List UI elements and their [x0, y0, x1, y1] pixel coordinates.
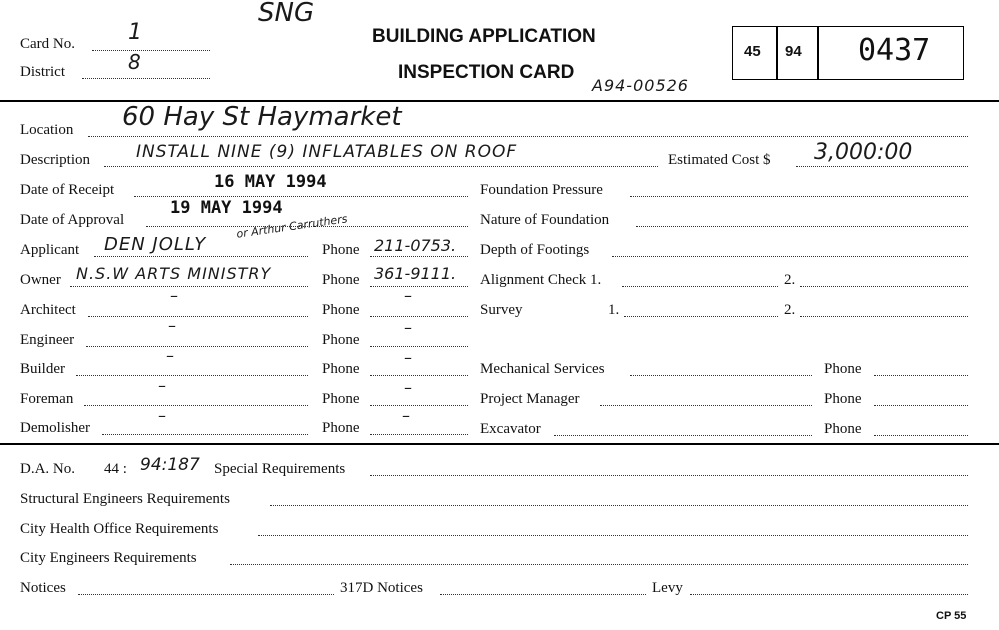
project-manager-phone-label: Phone — [824, 391, 862, 407]
applicant-phone-label: Phone — [322, 242, 360, 258]
foreman-value: – — [158, 376, 166, 395]
card-no-label: Card No. — [20, 36, 75, 52]
estimated-cost-value: 3,000:00 — [814, 140, 913, 165]
nature-foundation-label: Nature of Foundation — [480, 212, 610, 228]
date-approval-value: 19 MAY 1994 — [170, 198, 283, 218]
footer-divider — [0, 443, 999, 445]
description-value: INSTALL NINE (9) INFLATABLES ON ROOF — [136, 142, 518, 162]
owner-value: N.S.W ARTS MINISTRY — [76, 264, 272, 283]
demolisher-phone-label: Phone — [322, 420, 360, 436]
builder-value: – — [166, 346, 174, 365]
da-no-label: D.A. No. — [20, 461, 75, 477]
applicant-value: DEN JOLLY — [104, 234, 207, 255]
date-approval-label: Date of Approval — [20, 212, 125, 228]
architect-value: – — [170, 286, 178, 305]
foreman-phone-label: Phone — [322, 391, 360, 407]
engineer-phone-label: Phone — [322, 332, 360, 348]
excavator-phone-label: Phone — [824, 421, 862, 437]
health-requirements-label: City Health Office Requirements — [20, 521, 219, 537]
depth-footings-label: Depth of Footings — [480, 242, 590, 258]
alignment-2-label: 2. — [784, 272, 796, 288]
notices-label: Notices — [20, 580, 66, 596]
survey-1-label: 1. — [608, 302, 620, 318]
date-receipt-value: 16 MAY 1994 — [214, 172, 327, 192]
title-line-2: INSPECTION CARD — [398, 62, 575, 83]
survey-label: Survey — [480, 302, 523, 318]
special-requirements-label: Special Requirements — [214, 461, 346, 477]
excavator-label: Excavator — [480, 421, 541, 437]
applicant-note: or Arthur Carruthers — [235, 212, 349, 241]
da-prefix: 44 : — [104, 461, 127, 477]
owner-label: Owner — [20, 272, 61, 288]
demolisher-label: Demolisher — [20, 420, 90, 436]
demolisher-phone-value: – — [402, 406, 410, 425]
top-note: SNG — [258, 0, 315, 28]
owner-phone-value: 361-9111. — [374, 264, 457, 283]
builder-label: Builder — [20, 361, 65, 377]
levy-label: Levy — [652, 580, 683, 596]
owner-phone-label: Phone — [322, 272, 360, 288]
builder-phone-value: – — [404, 348, 412, 367]
box-cell-2: 94 — [785, 43, 802, 60]
project-manager-label: Project Manager — [480, 391, 580, 407]
description-label: Description — [20, 152, 90, 168]
foreman-label: Foreman — [20, 391, 74, 407]
box-cell-1: 45 — [744, 43, 761, 60]
engineer-phone-value: – — [404, 318, 412, 337]
app-reference: A94-00526 — [592, 76, 689, 95]
survey-2-label: 2. — [784, 302, 796, 318]
applicant-label: Applicant — [20, 242, 80, 258]
mechanical-phone-label: Phone — [824, 361, 862, 377]
foreman-phone-value: – — [404, 378, 412, 397]
estimated-cost-label: Estimated Cost $ — [668, 152, 771, 168]
district-label: District — [20, 64, 65, 80]
card-no-value: 1 — [128, 20, 142, 45]
form-code: CP 55 — [936, 610, 967, 622]
architect-phone-label: Phone — [322, 302, 360, 318]
location-label: Location — [20, 122, 74, 138]
mechanical-services-label: Mechanical Services — [480, 361, 605, 377]
district-value: 8 — [128, 50, 141, 74]
engineer-label: Engineer — [20, 332, 75, 348]
builder-phone-label: Phone — [322, 361, 360, 377]
box-cell-3: 0437 — [858, 33, 931, 68]
city-engineers-requirements-label: City Engineers Requirements — [20, 550, 197, 566]
engineer-value: – — [168, 316, 176, 335]
applicant-phone-value: 211-0753. — [374, 236, 457, 255]
structural-requirements-label: Structural Engineers Requirements — [20, 491, 230, 507]
architect-label: Architect — [20, 302, 76, 318]
foundation-pressure-label: Foundation Pressure — [480, 182, 603, 198]
title-line-1: BUILDING APPLICATION — [372, 26, 596, 47]
notices-317d-label: 317D Notices — [340, 580, 423, 596]
da-value: 94:187 — [140, 455, 200, 475]
demolisher-value: – — [158, 406, 166, 425]
architect-phone-value: – — [404, 286, 412, 305]
date-receipt-label: Date of Receipt — [20, 182, 115, 198]
alignment-check-label: Alignment Check 1. — [480, 272, 602, 288]
location-value: 60 Hay St Haymarket — [122, 102, 402, 132]
